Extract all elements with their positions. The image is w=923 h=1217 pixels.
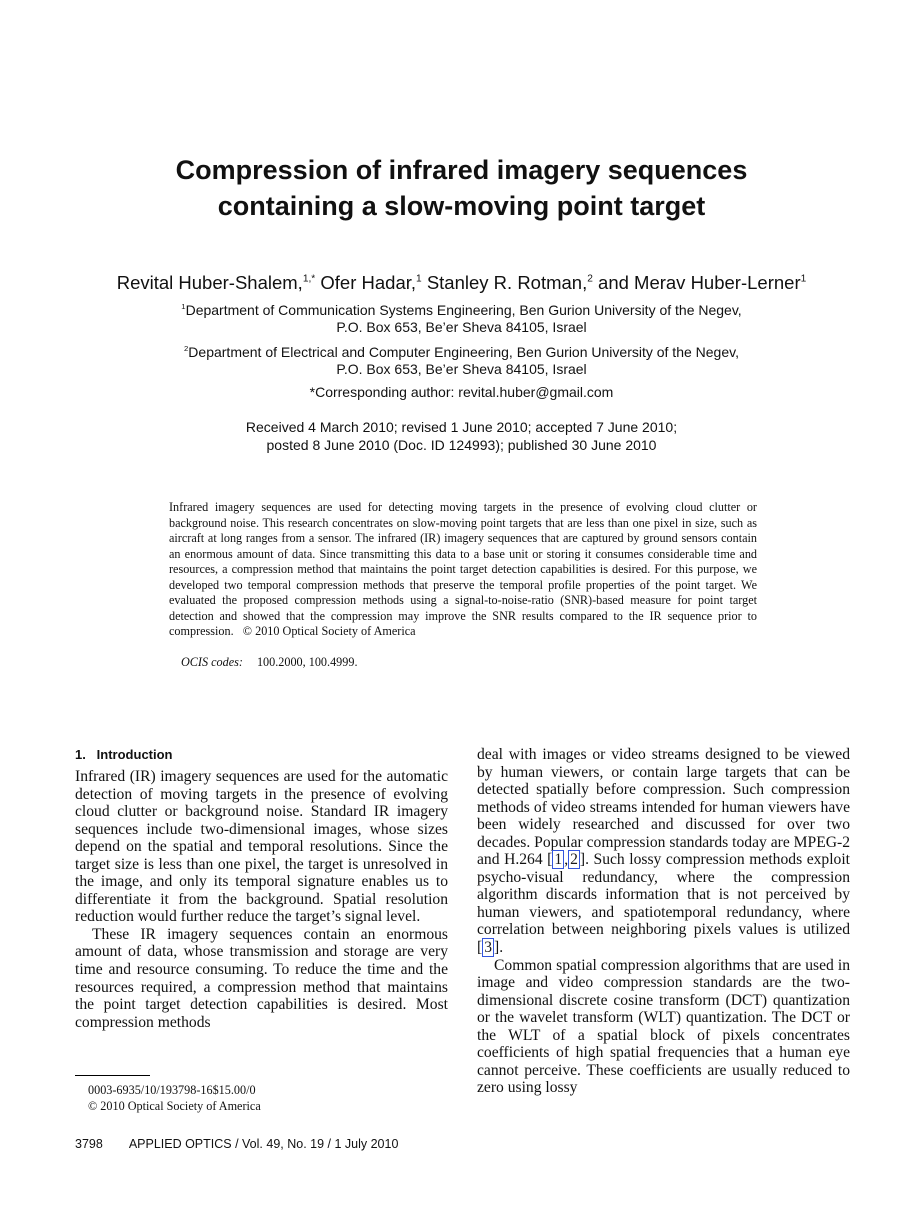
title-line-1: Compression of infrared imagery sequences: [175, 155, 748, 185]
affiliation-2-line-1: Department of Electrical and Computer Engineering, Ben Gurion University of the Negev,: [188, 344, 739, 360]
affiliation-1-line-1: Department of Communication Systems Engineering, Ben Gurion University of the Negev,: [185, 302, 742, 318]
paragraph: These IR imagery sequences contain an enormous amount of data, whose transmission and storage are very time and resource consuming. To reduce the time and the resources required, a compression method that maintains the point target detection capabilities is desired. Most compression methods: [75, 925, 448, 1031]
citation-separator: ,: [564, 851, 569, 869]
paragraph: Infrared (IR) imagery sequences are used for the automatic detection of moving targets in the presence of evolving cloud clutter or background noise. Standard IR imagery sequences include two-dimensional images, whose sizes depend on the spatial and temporal resolutions. Since the target size is less than one pixel, the target is unresolved in the image, and only its temporal signature enables us to differentiate it from the background. Spatial resolution reduction would further reduce the target’s signal level.: [75, 768, 448, 926]
dates-line-2: posted 8 June 2010 (Doc. ID 124993); published 30 June 2010: [266, 437, 657, 453]
author-3-affil: 2: [587, 273, 593, 285]
author-4: and Merav Huber-Lerner: [592, 272, 801, 293]
footnote-divider: [75, 1075, 150, 1076]
affiliation-2-marker: 2: [184, 344, 189, 354]
footnote-copyright: © 2010 Optical Society of America: [88, 1099, 261, 1113]
footnote-issn: 0003-6935/10/193798-16$15.00/0: [88, 1083, 256, 1097]
page-number: 3798: [75, 1137, 103, 1151]
paragraph: Common spatial compression algorithms that are used in image and video compression standards are the two-dimensional discrete cosine transform (DCT) quantization or the wavelet transform (WLT) quantization. The DCT or the WLT of a spatial block of pixels concentrates coefficients of high spatial frequencies that a human eye cannot perceive. These coefficients are usually reduced to zero using lossy: [477, 956, 850, 1097]
affiliation-2: [0, 344, 923, 378]
affiliation-1: [0, 302, 923, 336]
section-heading: 1. Introduction: [75, 747, 173, 762]
ocis-codes: [181, 655, 357, 671]
body-column-left: [75, 768, 448, 1031]
dates-line-1: Received 4 March 2010; revised 1 June 2010; accepted 7 June 2010;: [245, 419, 678, 435]
affiliation-1-line-2: P.O. Box 653, Be’er Sheva 84105, Israel: [336, 319, 587, 335]
author-2: Ofer Hadar,: [315, 272, 417, 293]
abstract: [169, 500, 757, 640]
running-footer: [75, 1136, 398, 1152]
publication-dates: [0, 418, 923, 454]
body-column-right: [477, 746, 850, 1097]
author-4-affil: 1: [800, 273, 807, 285]
paper-title: [0, 152, 923, 224]
paragraph-text: ].: [494, 939, 504, 957]
ocis-label: OCIS codes:: [181, 655, 243, 669]
author-1: Revital Huber-Shalem,: [116, 272, 303, 293]
paragraph-text: ]. Such lossy compression methods exploit psycho-visual redundancy, where the compression algorithm discards information that is not perceived by human viewers, and spatiotemporal redundancy, where correlation between neighboring pixels values is utilized [: [477, 851, 851, 957]
author-3: Stanley R. Rotman,: [421, 272, 588, 293]
citation-link-1[interactable]: 1: [554, 851, 563, 869]
author-1-affil: 1,*: [302, 273, 316, 285]
author-2-affil: 1: [416, 273, 422, 285]
citation-link-2[interactable]: 2: [570, 851, 578, 869]
affiliation-1-marker: 1: [181, 302, 186, 312]
citation-link-3[interactable]: 3: [484, 939, 492, 957]
abstract-copyright: © 2010 Optical Society of America: [242, 624, 416, 638]
paragraph-text: deal with images or video streams designed to be viewed by human viewers, or contain large targets that can be detected spatially before compression. Such compression methods of video streams intended for human viewers have been widely researched and discussed for over two decades. Popular compression standards today are MPEG-2 and H.264 [: [477, 746, 850, 869]
abstract-text: Infrared imagery sequences are used for detecting moving targets in the presence of evolving cloud clutter or background noise. This research concentrates on slow-moving point targets that are less than one pixel in size, such as aircraft at long ranges from a sensor. The infrared (IR) imagery sequences that are captured by ground sensors contain an enormous amount of data. Since transmitting this data to a base unit or storing it consumes considerable time and resources, a compression method that maintains the point target detection capabilities is desired. For this purpose, we developed two temporal compression methods that preserve the temporal profile properties of the point target. We evaluated the proposed compression methods using a signal-to-noise-ratio (SNR)-based measure for point target detection and showed that the compression may improve the SNR results compared to the IR sequence prior to compression.: [169, 500, 757, 638]
paragraph: [477, 746, 850, 957]
ocis-values: 100.2000, 100.4999.: [256, 655, 358, 669]
journal-citation: APPLIED OPTICS / Vol. 49, No. 19 / 1 July 2010: [128, 1137, 399, 1151]
author-list: [0, 271, 923, 295]
title-line-2: containing a slow-moving point target: [217, 191, 706, 221]
affiliation-2-line-2: P.O. Box 653, Be’er Sheva 84105, Israel: [336, 361, 587, 377]
corresponding-author: *Corresponding author: revital.huber@gmail.com: [309, 384, 614, 400]
footnotes: [88, 1082, 261, 1114]
